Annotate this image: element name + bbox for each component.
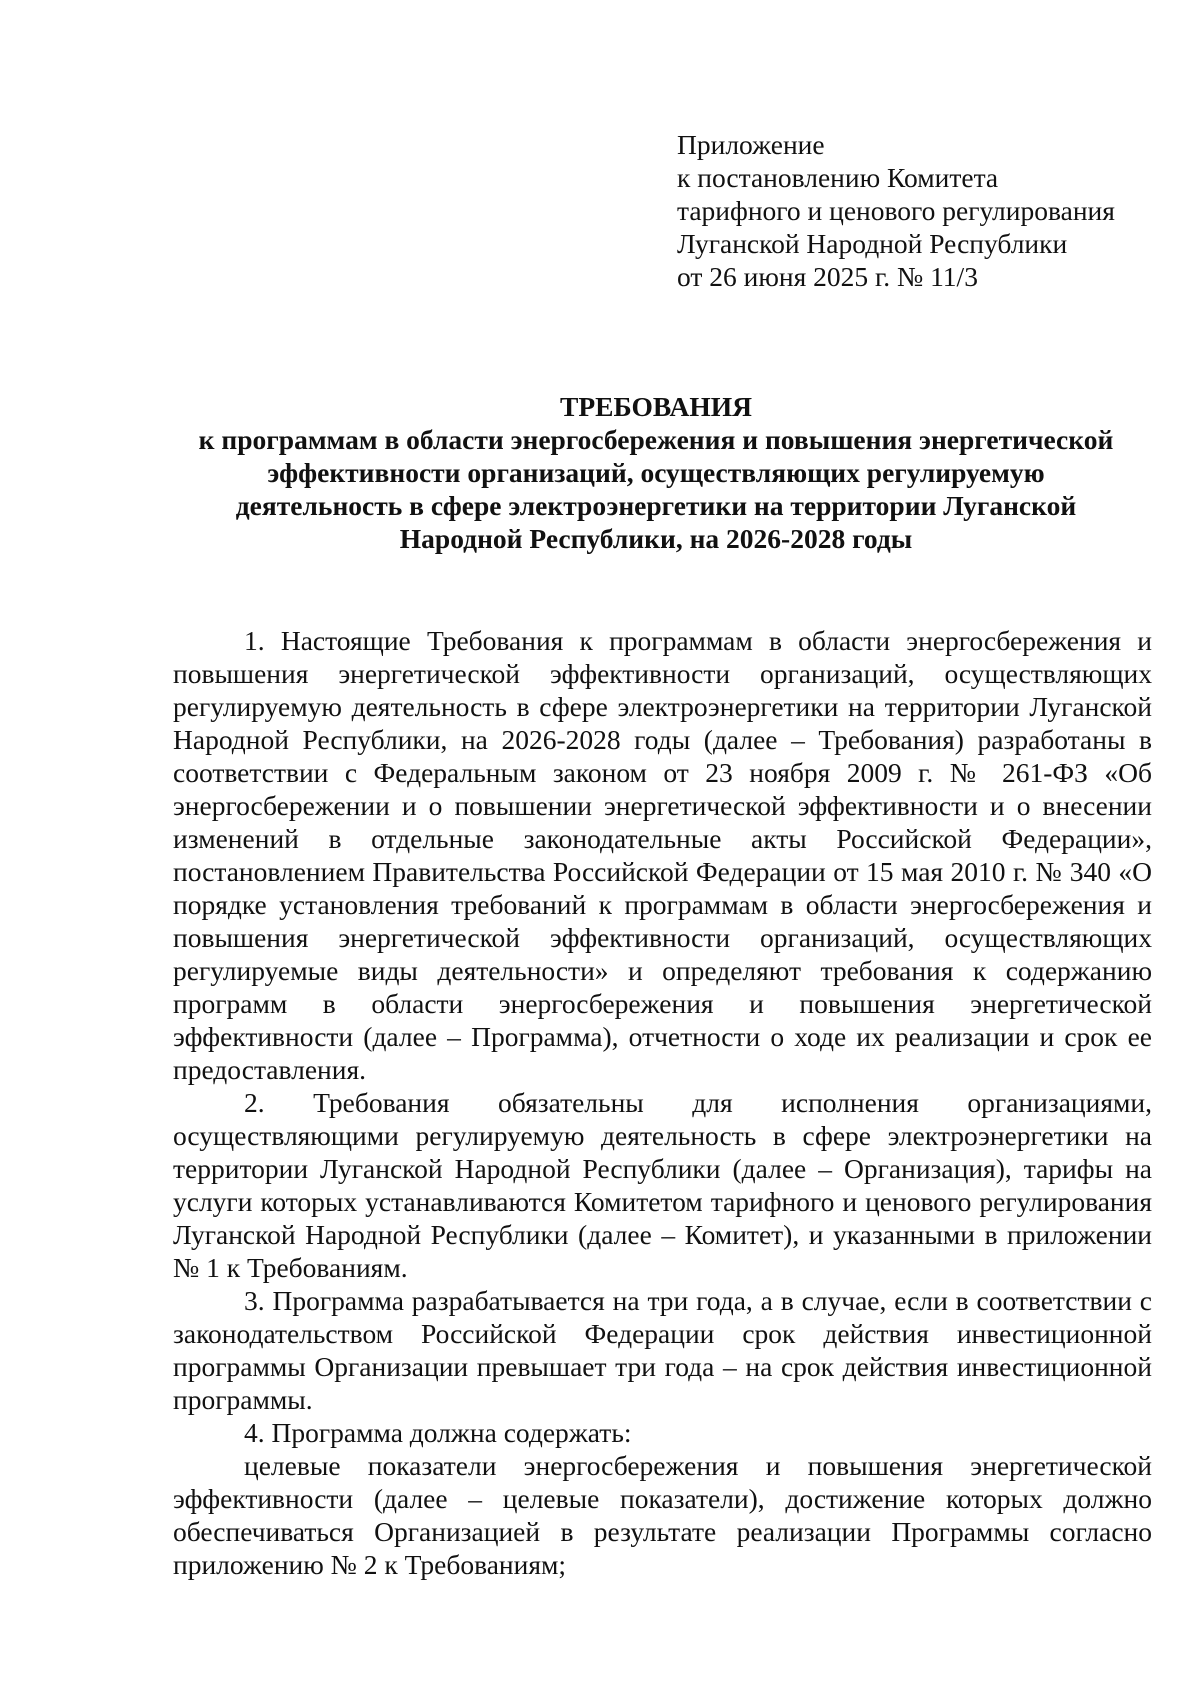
appendix-line: к постановлению Комитета [677, 162, 999, 193]
document-title [160, 390, 1152, 555]
appendix-line: от 26 июня 2025 г. № 11/3 [677, 261, 978, 292]
paragraph-5: целевые показатели энергосбережения и повышения энергетической эффективности (далее – целевые показатели), достижение которых должно обеспечиваться Организацией в результате реализации Программы согласно приложению № 2 к Требованиям; [173, 1450, 1152, 1580]
title-line: деятельность в сфере электроэнергетики на территории Луганской [235, 490, 1077, 521]
appendix-line: тарифного и ценового регулирования [677, 195, 1115, 226]
paragraph-4: 4. Программа должна содержать: [244, 1417, 632, 1448]
appendix-line: Приложение [677, 129, 825, 160]
appendix-header [677, 128, 1157, 293]
title-line: Народной Республики, на 2026-2028 годы [399, 523, 913, 554]
appendix-line: Луганской Народной Республики [677, 228, 1068, 259]
paragraph-3: 3. Программа разрабатывается на три года, а в случае, если в соответствии с законодательством Российской Федерации срок действия инвестиционной программы Организации превышает три года – на срок действия инвестиционной программы. [173, 1285, 1152, 1415]
title-heading: ТРЕБОВАНИЯ [560, 391, 752, 422]
paragraph-2: 2. Требования обязательны для исполнения организациями, осуществляющими регулируемую деятельность в сфере электроэнергетики на территории Луганской Народной Республики (далее – Организация), тарифы на услуги которых устанавливаются Комитетом тарифного и ценового регулирования Луганской Народной Республики (далее – Комитет), и указанными в приложении № 1 к Требованиям. [173, 1087, 1152, 1283]
title-line: к программам в области энергосбережения и повышения энергетической [198, 424, 1114, 455]
title-line: эффективности организаций, осуществляющих регулируемую [267, 457, 1045, 488]
document-body [173, 624, 1152, 1581]
paragraph-1: 1. Настоящие Требования к программам в области энергосбережения и повышения энергетической эффективности организаций, осуществляющих регулируемую деятельность в сфере электроэнергетики на территории Луганской Народной Республики, на 2026-2028 годы (далее – Требования) разработаны в соответствии с Федеральным законом от 23 ноября 2009 г. № 261-ФЗ «Об энергосбережении и о повышении энергетической эффективности и о внесении изменений в отдельные законодательные акты Российской Федерации», постановлением Правительства Российской Федерации от 15 мая 2010 г. № 340 «О порядке установления требований к программам в области энергосбережения и повышения энергетической эффективности организаций, осуществляющих регулируемые виды деятельности» и определяют требования к содержанию программ в области энергосбережения и повышения энергетической эффективности (далее – Программа), отчетности о ходе их реализации и срок ее предоставления. [173, 625, 1152, 1085]
